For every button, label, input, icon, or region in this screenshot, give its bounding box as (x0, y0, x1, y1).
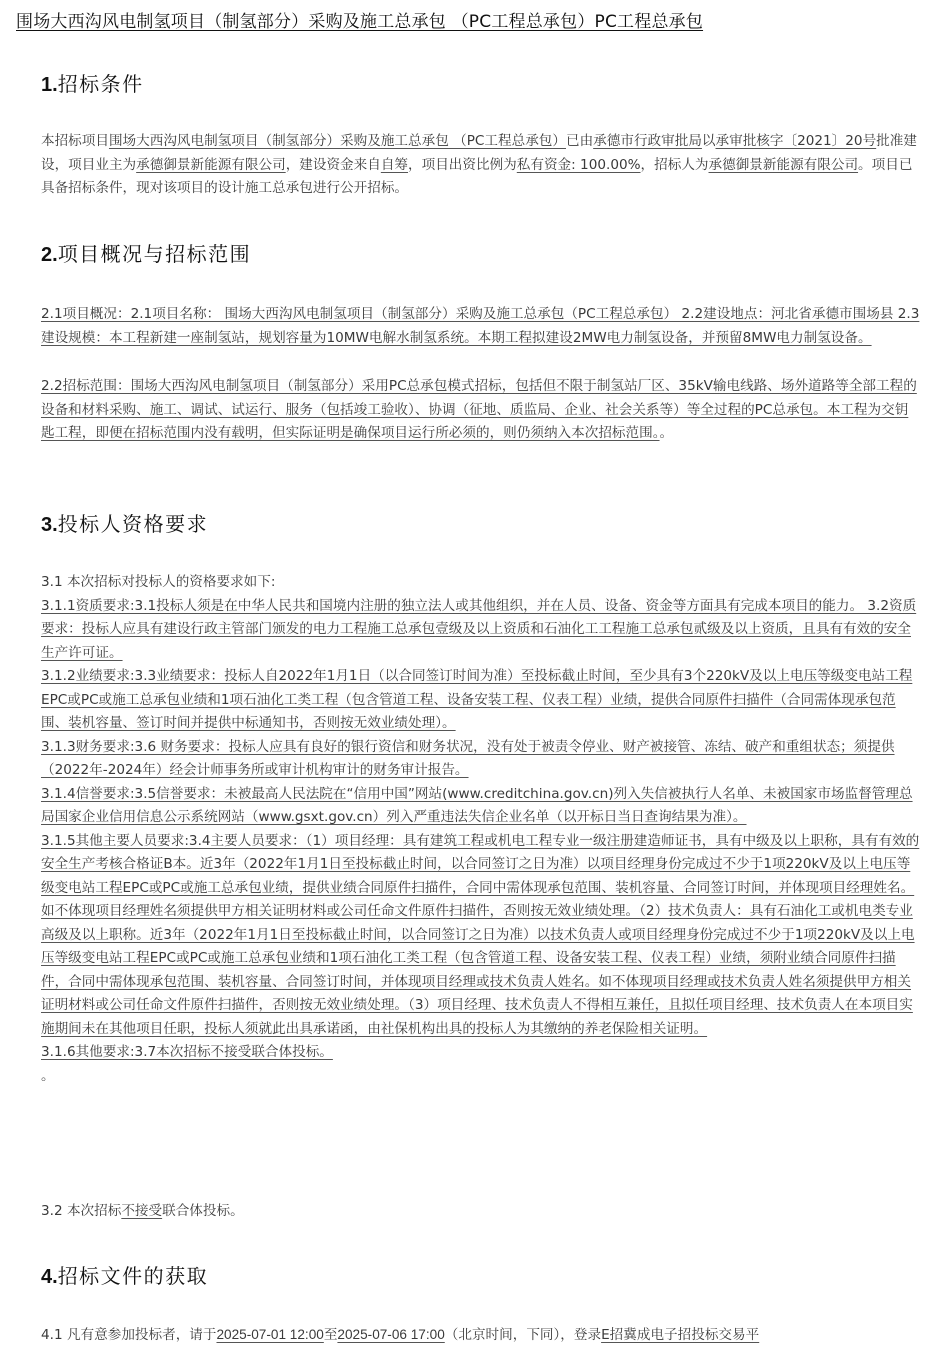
heading-text: 招标文件的获取 (57, 1264, 209, 1288)
text: 。 (659, 425, 674, 441)
heading-number: 3. (41, 514, 58, 536)
text: 至 (323, 1327, 338, 1343)
project-name: 围场大西沟风电制氢项目（制氢部分）采购及施工总承包 （PC工程总承包） (108, 133, 566, 149)
text: 联合体投标。 (162, 1203, 244, 1219)
heading-text: 投标人资格要求 (57, 512, 209, 536)
qualification-intro: 3.1 本次招标对投标人的资格要求如下: (41, 574, 276, 590)
requirement-item-3-1-1: 3.1.1资质要求:3.1投标人须是在中华人民共和国境内注册的独立法人或其他组织，并在人员、设备、资金等方面具有完成本项目的能力。 3.2资质要求：投标人应具有建设行政主管部门颁发的电力工程施工总承包壹级及以上资质和石油化工工程施工总承包贰级及以上资质，且具有有效的安全生产许可证。 (41, 597, 917, 661)
document-acquisition (41, 1323, 921, 1348)
requirement-item-3-1-2: 3.1.2业绩要求:3.3业绩要求：投标人自2022年1月1日（以合同签订时间为准）至投标截止时间，至少具有3个220kV及以上电压等级变电站工程EPC或PC或施工总承包业绩和1项石油化工类工程（包含管道工程、设备安装工程、仪表工程）业绩，提供合同原件扫描件（合同需体现承包范围、装机容量、签订时间并提供中标通知书，否则按无效业绩处理）。 (41, 668, 913, 731)
tender-conditions-paragraph (41, 130, 921, 201)
text: 4.1 凡有意参加投标者，请于 (41, 1327, 217, 1343)
heading-text: 项目概况与招标范围 (57, 242, 252, 266)
requirement-item-3-1-5: 3.1.5其他主要人员要求:3.4主要人员要求：（1）项目经理：具有建筑工程或机电工程专业一级注册建造师证书，具有中级及以上职称，具有有效的安全生产考核合格证B本。近3年（2022年1月1日至投标截止时间，以合同签订之日为准）以项目经理身份完成过不少于1项220kV及以上电压等级变电站工程EPC或PC或施工总承包业绩，提供业绩合同原件扫描件，合同中需体现承包范围、装机容量、合同签订时间，并体现项目经理姓名。如不体现项目经理姓名须提供甲方相关证明材料或公司任命文件原件扫描件，否则按无效业绩处理。（2）技术负责人：具有石油化工或机电类专业高级及以上职称。近3年（2022年1月1日至投标截止时间，以合同签订之日为准）以技术负责人或项目经理身份完成过不少于1项220kV及以上电压等级变电站工程EPC或PC或施工总承包业绩和1项石油化工类工程（包含管道工程、设备安装工程、仪表工程）业绩，须附业绩合同原件扫描件，合同中需体现承包范围、装机容量、合同签订时间，并体现项目经理或技术负责人姓名。如不体现项目经理或技术负责人姓名须提供甲方相关证明材料或公司任命文件原件扫描件，否则按无效业绩处理。（3）项目经理、技术负责人不得相互兼任，且拟任项目经理、技术负责人在本项目实施期间未在其他项目任职，投标人须就此出具承诺函，由社保机构出具的投标人为其缴纳的养老保险相关证明。 (41, 832, 920, 1037)
consortium-statement (41, 1200, 921, 1224)
project-owner: 承德御景新能源有限公司 (136, 156, 286, 173)
tenderer: 承德御景新能源有限公司 (708, 156, 859, 173)
qualification-requirements (41, 571, 921, 1088)
text: 本招标项目 (41, 133, 109, 149)
section-heading-1 (41, 70, 144, 99)
funding-source: 自筹 (380, 156, 409, 173)
heading-number: 4. (41, 1266, 58, 1288)
heading-number: 1. (41, 74, 58, 96)
platform-link[interactable]: E招冀成电子招投标交易平 (601, 1327, 760, 1343)
requirement-item-3-1-6: 3.1.6其他要求:3.7本次招标不接受联合体投标。 (41, 1044, 333, 1060)
approval-authority: 承德市行政审批局 (593, 133, 702, 149)
section-heading-2 (41, 240, 251, 269)
funding-ratio: 私有资金: 100.00% (516, 156, 641, 173)
text: 3.2 本次招标 (41, 1203, 122, 1219)
overview-text: 2.1项目概况：2.1项目名称： 围场大西沟风电制氢项目（制氢部分）采购及施工总承包（PC工程总承包） 2.2建设地点：河北省承德市围场县 2.3建设规模：本工程新建一座制氢站，规划容量为10MW电解水制氢系统。本期工程拟建设2MW电力制氢设备，并预留8MW电力制氢设备。 (41, 306, 920, 346)
text: 以 (701, 133, 716, 149)
text: 批准建设，项目业主为 (41, 133, 917, 173)
text: 。项目已具备招标条件，现对该项目的设计施工总承包进行公开招标。 (41, 156, 913, 196)
heading-text: 招标条件 (57, 72, 144, 96)
text: （北京时间，下同），登录 (444, 1327, 602, 1343)
text: ，建设资金来自 (285, 156, 381, 173)
section-heading-4 (41, 1262, 208, 1291)
approval-number: 承审批核字〔2021〕20号 (715, 133, 877, 149)
text: ，项目出资比例为 (408, 156, 517, 173)
text: ，招标人为 (640, 156, 709, 173)
page-title[interactable]: 围场大西沟风电制氢项目（制氢部分）采购及施工总承包 （PC工程总承包）PC工程总承包 (16, 12, 704, 32)
section-heading-3 (41, 510, 208, 539)
trailing-mark: 。 (41, 1067, 55, 1084)
text: 已由 (565, 133, 594, 149)
project-overview (41, 303, 921, 350)
requirement-item-3-1-4: 3.1.4信誉要求:3.5信誉要求：未被最高人民法院在“信用中国”网站(www.creditchina.gov.cn)列入失信被执行人名单、未被国家市场监督管理总局国家企业信用信息公示系统网站（www.gsxt.gov.cn）列入严重违法失信企业名单（以开标日当日查询结果为准）。 (41, 785, 913, 825)
acquisition-end-time: 2025-07-06 17:00 (337, 1327, 445, 1342)
consortium-value: 不接受 (121, 1203, 163, 1219)
tender-scope (41, 375, 921, 446)
heading-number: 2. (41, 244, 58, 266)
scope-text: 2.2招标范围：围场大西沟风电制氢项目（制氢部分）采用PC总承包模式招标，包括但不限于制氢站厂区、35kV输电线路、场外道路等全部工程的设备和材料采购、施工、调试、试运行、服务（包括竣工验收）、协调（征地、质监局、企业、社会关系等）等全过程的PC总承包。本工程为交钥匙工程，即便在招标范围内没有载明，但实际证明是确保项目运行所必须的，则仍须纳入本次招标范围。 (41, 378, 917, 441)
requirement-item-3-1-3: 3.1.3财务要求:3.6 财务要求：投标人应具有良好的银行资信和财务状况，没有处于被责令停业、财产被接管、冻结、破产和重组状态；须提供（2022年-2024年）经会计师事务所或审计机构审计的财务审计报告。 (41, 738, 895, 778)
acquisition-start-time: 2025-07-01 12:00 (216, 1327, 324, 1342)
